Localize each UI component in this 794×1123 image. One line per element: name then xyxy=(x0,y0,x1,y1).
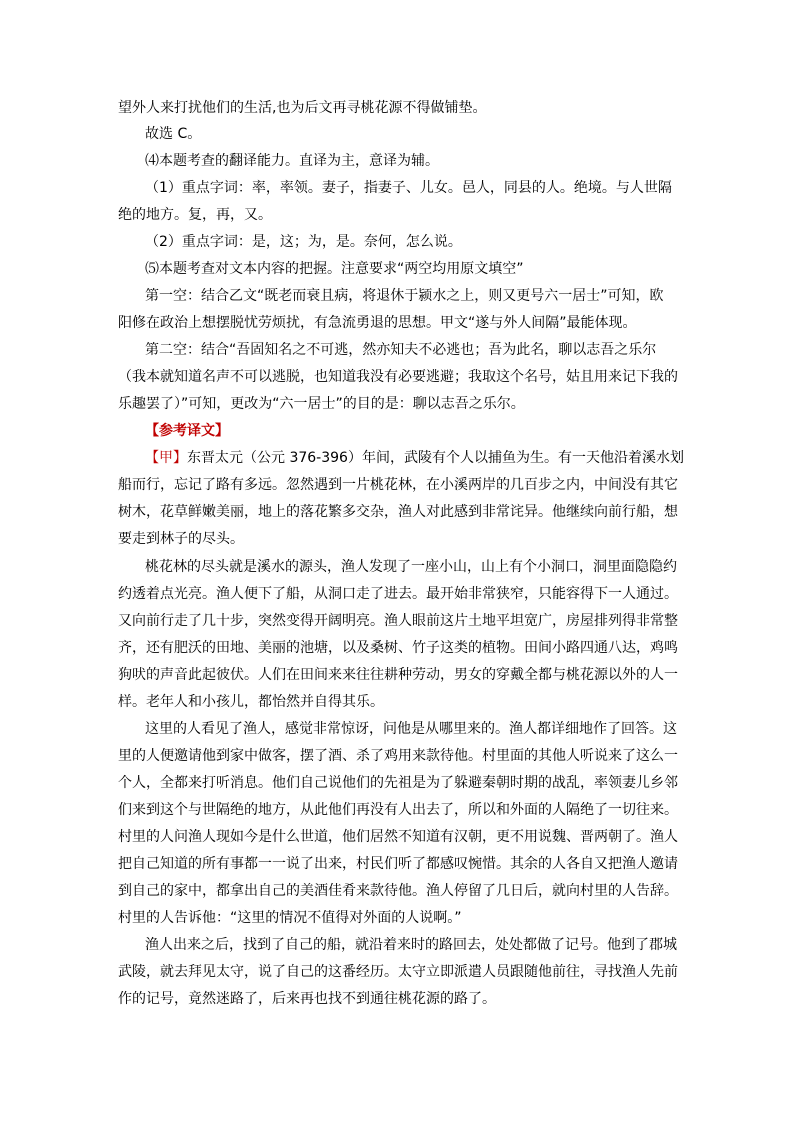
text-line: 桃花林的尽头就是溪水的源头，渔人发现了一座小山，山上有个小洞口，洞里面隐隐约 xyxy=(145,559,677,575)
text-line: ⑷本题考查的翻译能力。直译为主，意译为辅。 xyxy=(145,153,439,169)
text-line: 作的记号，竟然迷路了，后来再也找不到通往桃花源的路了。 xyxy=(118,991,496,1007)
text-line xyxy=(145,448,684,468)
text-line: （1）重点字词：率，率领。妻子，指妻子、儿女。邑人，同县的人。绝境。与人世隔 xyxy=(145,180,672,196)
text-line: 又向前行走了几十步，突然变得开阔明亮。渔人眼前这片土地平坦宽广，房屋排列得非常整 xyxy=(118,613,678,629)
text-line: 要走到林子的尽头。 xyxy=(118,531,244,547)
text-line: 个人，全都来打听消息。他们自己说他们的先祖是为了躲避秦朝时期的战乱，率领妻儿乡邻 xyxy=(118,775,678,791)
text-line: 到自己的家中，都拿出自己的美酒佳肴来款待他。渔人停留了几日后，就向村里的人告辞。 xyxy=(118,883,678,899)
text-line: 绝的地方。复，再，又。 xyxy=(118,207,272,223)
text-line: 武陵，就去拜见太守，说了自己的这番经历。太守立即派遣人员跟随他前往，寻找渔人先前 xyxy=(118,964,678,980)
text-line: 第一空：结合乙文“既老而衰且病，将退休于颍水之上，则又更号六一居士”可知，欧 xyxy=(145,288,664,304)
text-line: 渔人出来之后，找到了自己的船，就沿着来时的路回去，处处都做了记号。他到了郡城 xyxy=(145,937,677,953)
text-line: 里的人便邀请他到家中做客，摆了酒、杀了鸡用来款待他。村里面的其他人听说来了这么一 xyxy=(118,748,678,764)
text-line: 把自己知道的所有事都一一说了出来，村民们听了都感叹惋惜。其余的人各自又把渔人邀请 xyxy=(118,856,678,872)
text-line: 第二空：结合“吾固知名之不可逃，然亦知夫不必逃也；吾为此名，聊以志吾之乐尔 xyxy=(145,342,657,358)
text-line: （我本就知道名声不可以逃脱，也知道我没有必要逃避；我取这个名号，姑且用来记下我的 xyxy=(118,369,678,385)
text-line: 约透着点光亮。渔人便下了船，从洞口走了进去。最开始非常狭窄，只能容得下一人通过。 xyxy=(118,586,678,602)
answer-line: 故选 C。 xyxy=(145,126,202,142)
text-line: 齐，还有肥沃的田地、美丽的池塘，以及桑树、竹子这类的植物。田间小路四通八达，鸡鸣 xyxy=(118,640,678,656)
text-line: 船而行，忘记了路有多远。忽然遇到一片桃花林，在小溪两岸的几百步之内，中间没有其它 xyxy=(118,477,678,493)
text-line: 望外人来打扰他们的生活,也为后文再寻桃花源不得做铺垫。 xyxy=(118,100,487,116)
section-jia-marker: 【甲】 xyxy=(145,450,187,466)
text-line: 乐趣罢了）”可知，更改为“六一居士”的目的是：聊以志吾之乐尔。 xyxy=(118,396,525,412)
text-line: 这里的人看见了渔人，感觉非常惊讶，问他是从哪里来的。渔人都详细地作了回答。这 xyxy=(145,721,677,737)
text-line: 样。老年人和小孩儿，都怡然并自得其乐。 xyxy=(118,694,384,710)
text-line: （2）重点字词：是，这；为，是。奈何，怎么说。 xyxy=(145,234,462,250)
text-span: 东晋太元（公元 376-396）年间，武陵有个人以捕鱼为生。有一天他沿着溪水划 xyxy=(187,450,684,466)
text-line: 阳修在政治上想摆脱忧劳烦扰，有急流勇退的思想。甲文“遂与外人间隔”最能体现。 xyxy=(118,315,637,331)
text-line: 树木，花草鲜嫩美丽，地上的落花繁多交杂，渔人对此感到非常诧异。他继续向前行船，想 xyxy=(118,504,678,520)
reference-translation-heading: 【参考译文】 xyxy=(145,423,229,439)
text-line: 狗吠的声音此起彼伏。人们在田间来来往往耕种劳动，男女的穿戴全都与桃花源以外的人一 xyxy=(118,667,678,683)
text-line: 村里的人问渔人现如今是什么世道，他们居然不知道有汉朝，更不用说魏、晋两朝了。渔人 xyxy=(118,829,678,845)
text-line: 村里的人告诉他：“这里的情况不值得对外面的人说啊。” xyxy=(118,910,462,926)
text-line: ⑸本题考查对文本内容的把握。注意要求“两空均用原文填空” xyxy=(145,261,524,277)
text-line: 们来到这个与世隔绝的地方，从此他们再没有人出去了，所以和外面的人隔绝了一切往来。 xyxy=(118,802,678,818)
